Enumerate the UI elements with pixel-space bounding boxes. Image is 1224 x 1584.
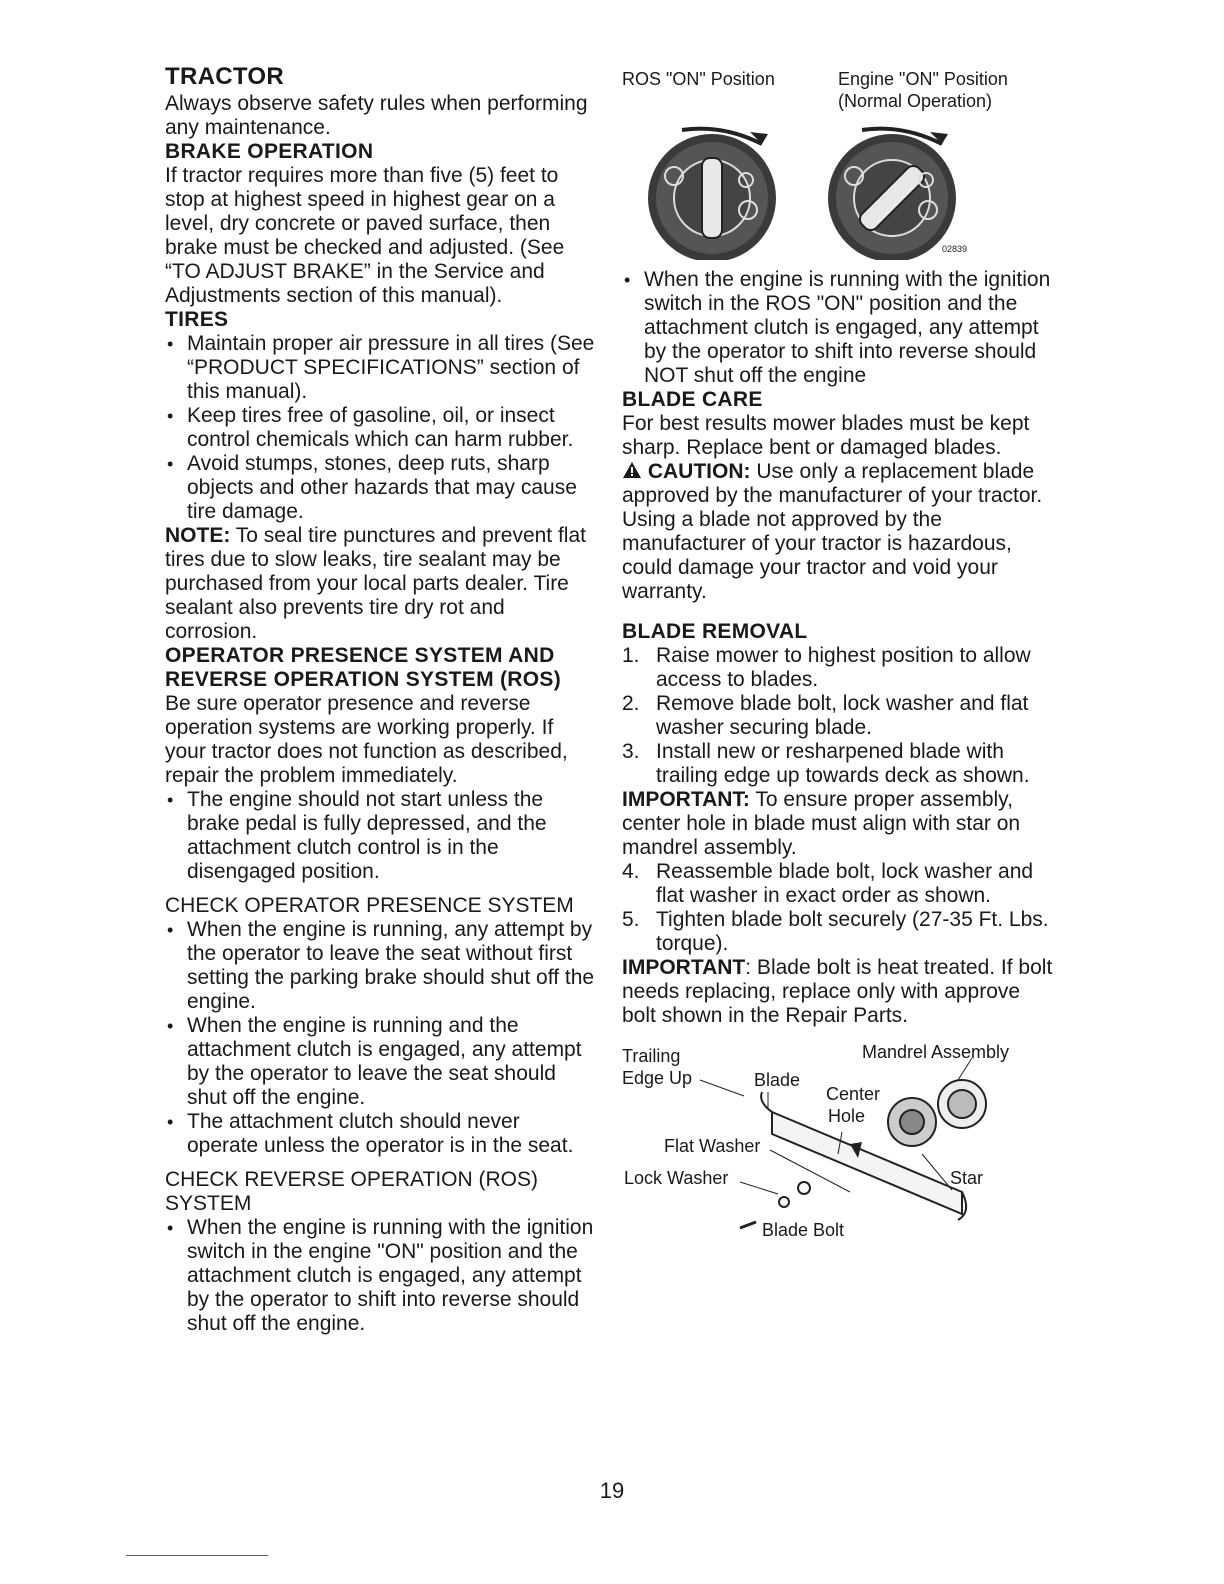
ignition-switches-illustration [622,110,1002,260]
blade-care-text: For best results mower blades must be kept sharp. Replace bent or damaged blades. [622,412,1030,459]
ops-ros-list [165,788,595,884]
step-item [622,908,1058,956]
left-column [165,62,595,1336]
ignition-switch-figure [622,62,1058,262]
blade-removal-steps-b [622,860,1058,956]
flat-washer-icon [798,1182,810,1194]
important-label: IMPORTANT [622,956,746,979]
trailing-label: Trailing [622,1046,681,1066]
step-number: 4. [622,860,640,883]
list-item: • The engine should not start unless the brake pedal is fully depressed, and the attachment clutch control is in the disengaged position. [165,788,595,884]
caution-label: CAUTION: [647,460,751,483]
edge-up-label: Edge Up [622,1068,693,1088]
note-label: NOTE: [165,524,231,547]
step-number: 1. [622,644,640,667]
tractor-intro: Always observe safety rules when performing any maintenance. [165,92,588,139]
ros-list [622,268,1058,388]
brake-operation-text: If tractor requires more than five (5) feet to stop at highest speed in highest gear on a level, dry concrete or paved surface, then brake must be checked and adjusted. (See “TO ADJUST BRAKE” in the Service and Adjustments section of this manual). [165,164,565,307]
lock-washer-icon [779,1197,789,1207]
list-item: • When the engine is running with the ignition switch in the ROS "ON" position and the attachment clutch is engaged, any attempt by the operator to shift into reverse should NOT shut off the engine [622,268,1058,388]
check-operator-presence-heading: CHECK OPERATOR PRESENCE SYSTEM [165,894,574,917]
step-text: Remove blade bolt, lock washer and flat washer securing blade. [656,692,1029,739]
blade-bolt-icon [740,1222,756,1228]
step-text: Install new or resharpened blade with trailing edge up towards deck as shown. [656,740,1030,787]
hole-label: Hole [828,1106,866,1126]
blade-care-heading: BLADE CARE [622,388,763,411]
engine-on-caption: Engine "ON" Position [838,69,1008,89]
important-assembly-note [622,788,1058,860]
step-number: 5. [622,908,640,931]
ops-ros-heading: OPERATOR PRESENCE SYSTEM AND REVERSE OPERATION SYSTEM (ROS) [165,644,561,691]
check-operator-presence-list [165,918,595,1158]
page-number: 19 [599,1478,625,1503]
brake-operation-heading: BRAKE OPERATION [165,140,374,163]
important-label: IMPORTANT: [622,788,750,811]
center-label: Center [826,1084,881,1104]
ops-ros-text: Be sure operator presence and reverse operation systems are working properly. If your tractor does not function as described, repair the problem immediately. [165,692,568,787]
engine-on-switch-icon [828,129,956,260]
tire-note [165,524,595,644]
step-item [622,644,1058,692]
list-item: • The attachment clutch should never operate unless the operator is in the seat. [165,1110,595,1158]
blade-removal-heading: BLADE REMOVAL [622,620,808,643]
step-text: Raise mower to highest position to allow access to blades. [656,644,1031,691]
note-text: To seal tire punctures and prevent flat tires due to slow leaks, tire sealant may be purchased from your local parts dealer. Tire sealant also prevents tire dry rot and corrosion. [165,524,586,643]
important-text: : Blade bolt is heat treated. If bolt needs replacing, replace only with approve bolt shown in the Repair Parts. [622,956,1053,1027]
ros-on-caption: ROS "ON" Position [622,69,775,89]
flat-washer-label: Flat Washer [664,1136,761,1156]
important-bolt-note [622,956,1058,1028]
list-item: • When the engine is running, any attempt by the operator to leave the seat without first setting the parking brake should shut off the engine. [165,918,595,1014]
list-item: • When the engine is running with the ignition switch in the engine "ON" position and the attachment clutch is engaged, any attempt by the operator to shift into reverse should shut off the engine. [165,1216,595,1336]
step-item [622,692,1058,740]
right-column [622,62,1058,1262]
normal-operation-caption: (Normal Operation) [838,91,993,111]
step-item [622,740,1058,788]
warning-icon [622,461,642,479]
step-item [622,860,1058,908]
figure-code: 02839 [942,244,968,254]
blade-assembly-figure [622,1042,1058,1262]
tires-heading: TIRES [165,308,229,331]
star-label: Star [950,1168,984,1188]
mandrel-assembly-label: Mandrel Assembly [862,1042,1010,1062]
step-number: 3. [622,740,640,763]
step-number: 2. [622,692,640,715]
list-item: • When the engine is running and the attachment clutch is engaged, any attempt by the operator to leave the seat should shut off the engine. [165,1014,595,1110]
caution-text: Use only a replacement blade approved by the manufacturer of your tractor. Using a blade not approved by the manufacturer of your tractor is hazardous, could damage your tractor and void your warranty. [622,460,1043,603]
check-ros-list [165,1216,595,1336]
blade-removal-steps-a [622,644,1058,788]
step-text: Reassemble blade bolt, lock washer and flat washer in exact order as shown. [656,860,1034,907]
list-item: • Avoid stumps, stones, deep ruts, sharp objects and other hazards that may cause tire damage. [165,452,595,524]
important-text: To ensure proper assembly, center hole in blade must align with star on mandrel assembly. [622,788,1021,859]
step-text: Tighten blade bolt securely (27-35 Ft. Lbs. torque). [656,908,1049,955]
caution-block [622,460,1058,604]
list-item: • Keep tires free of gasoline, oil, or insect control chemicals which can harm rubber. [165,404,595,452]
list-item: • Maintain proper air pressure in all tires (See “PRODUCT SPECIFICATIONS” section of this manual). [165,332,595,404]
tires-list [165,332,595,524]
blade-label: Blade [754,1070,801,1090]
check-ros-heading: CHECK REVERSE OPERATION (ROS) SYSTEM [165,1168,538,1215]
footer-divider [126,1555,268,1556]
ros-on-switch-icon [648,129,776,260]
blade-bolt-label: Blade Bolt [762,1220,845,1240]
lock-washer-label: Lock Washer [624,1168,729,1188]
tractor-heading: TRACTOR [165,63,284,90]
